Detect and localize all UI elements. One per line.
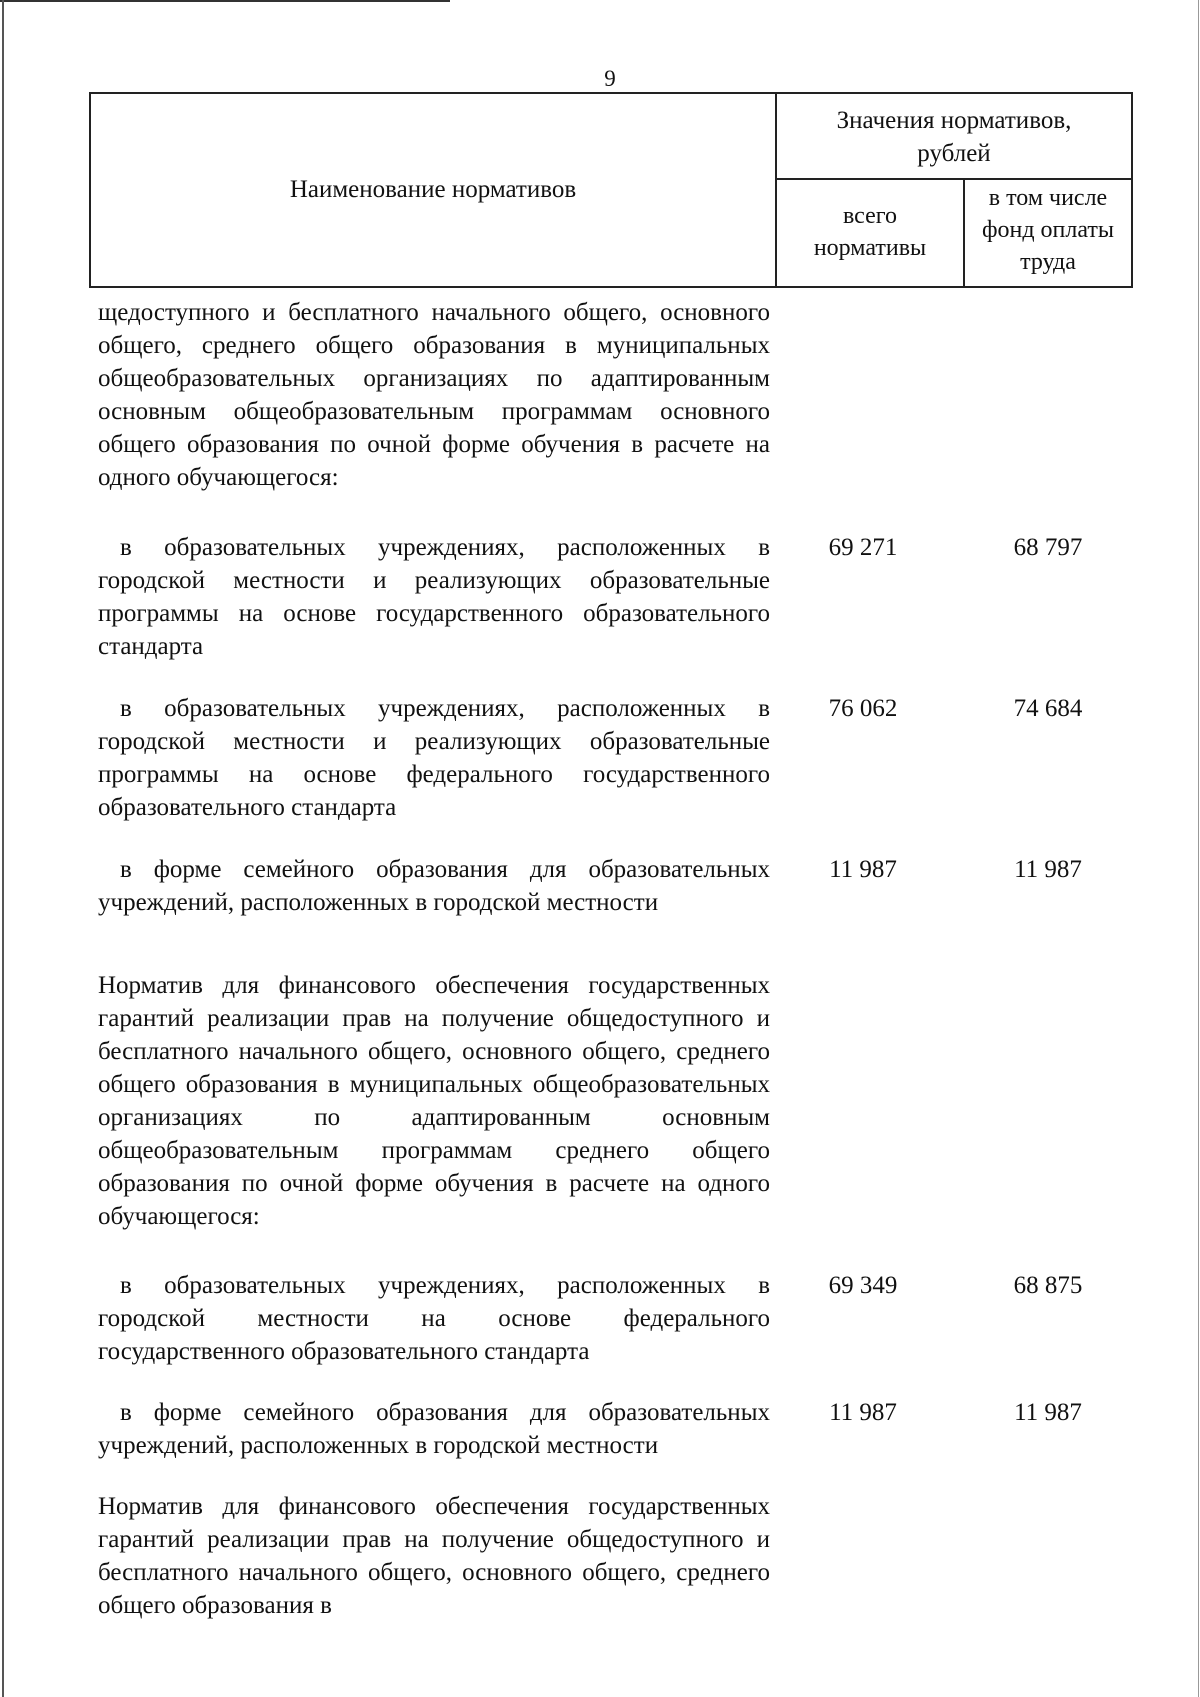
row-total-value: 69 349 <box>828 1272 898 1299</box>
header-wage-line1: в том числе <box>988 185 1108 211</box>
header-total-line2: нормативы <box>813 235 927 261</box>
table-header <box>89 92 1133 288</box>
row-description: в образовательных учреждениях, расположенных в городской местности и реализующих образовательные программы на основе государственного образовательного стандарта <box>98 534 770 660</box>
header-wage-line3: труда <box>1020 249 1076 275</box>
table-body <box>98 296 1138 1622</box>
row-total-value: 69 271 <box>828 534 898 561</box>
header-values-title-line1: Значения нормативов, <box>836 107 1072 134</box>
page-number: 9 <box>604 66 616 91</box>
row-wage-value: 68 875 <box>1013 1272 1083 1299</box>
header-name-column <box>91 94 777 286</box>
row-total-value: 11 987 <box>829 1399 897 1426</box>
row-total-value: 76 062 <box>828 695 898 722</box>
row-total-value: 11 987 <box>829 856 897 883</box>
table-row <box>98 531 1138 663</box>
table-row <box>98 969 1138 1233</box>
row-description: в форме семейного образования для образовательных учреждений, расположенных в городской местности <box>98 1399 770 1459</box>
header-wage-column <box>965 180 1131 290</box>
row-wage-value: 11 987 <box>1014 1399 1082 1426</box>
row-description: щедоступного и бесплатного начального общего, основного общего, среднего общего образования в муниципальных общеобразовательных организациях по адаптированным основным общеобразовательным программам основного общего образования по очной форме обучения в расчете на одного обучающегося: <box>98 299 770 491</box>
row-wage-value: 74 684 <box>1013 695 1083 722</box>
header-total-line1: всего <box>842 203 898 229</box>
table-row <box>98 1269 1138 1368</box>
header-name-label: Наименование нормативов <box>289 176 577 203</box>
row-description: Норматив для финансового обеспечения государственных гарантий реализации прав на получение общедоступного и бесплатного начального общего, основного общего, среднего общего образования в муниципальных общеобразовательных организациях по адаптированным основным общеобразовательным программам среднего общего образования по очной форме обучения в расчете на одного обучающегося: <box>98 972 770 1230</box>
header-wage-line2: фонд оплаты <box>981 217 1115 243</box>
table-row <box>98 853 1138 919</box>
row-description: в образовательных учреждениях, расположенных в городской местности на основе федерального государственного образовательного стандарта <box>98 1272 770 1365</box>
row-wage-value: 11 987 <box>1014 856 1082 883</box>
row-description: Норматив для финансового обеспечения государственных гарантий реализации прав на получение общедоступного и бесплатного начального общего, основного общего, среднего общего образования в <box>98 1493 770 1619</box>
header-values-title-line2: рублей <box>917 140 991 167</box>
header-total-column <box>777 180 965 288</box>
table-row <box>98 296 1138 494</box>
row-wage-value: 68 797 <box>1013 534 1083 561</box>
row-description: в форме семейного образования для образовательных учреждений, расположенных в городской местности <box>98 856 770 916</box>
table-row <box>98 692 1138 824</box>
row-description: в образовательных учреждениях, расположенных в городской местности и реализующих образовательные программы на основе федерального государственного образовательного стандарта <box>98 695 770 821</box>
table-row <box>98 1490 1138 1622</box>
scan-border-top <box>0 0 450 2</box>
header-values-title <box>777 94 1131 180</box>
scan-border-left <box>2 0 4 1697</box>
table-row <box>98 1396 1138 1462</box>
scan-border-right <box>1198 0 1199 1697</box>
